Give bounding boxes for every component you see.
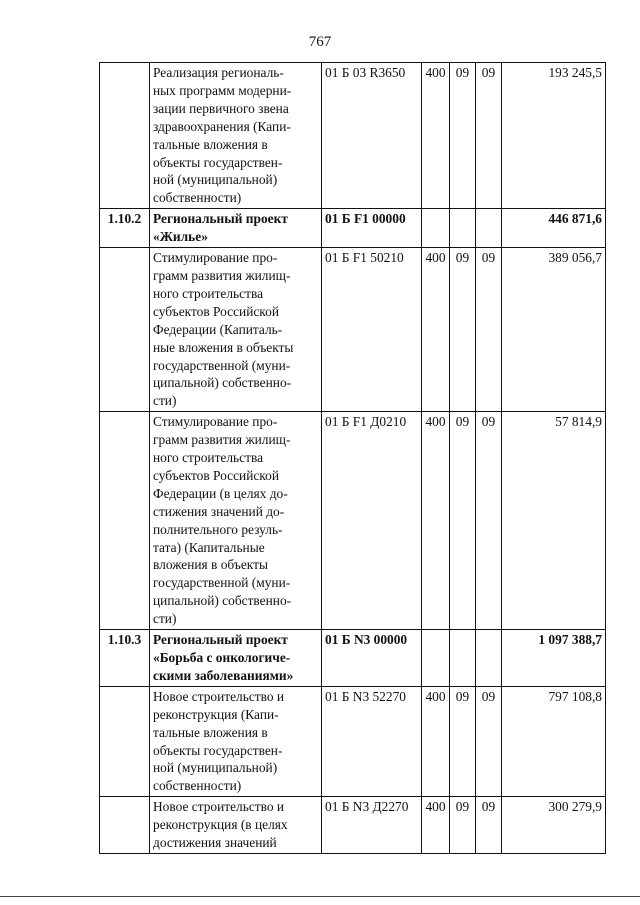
- row-description: Региональный проект «Жилье»: [150, 209, 322, 248]
- row-classification-code: 01 Б F1 50210: [322, 248, 422, 412]
- row-section: 09: [450, 412, 476, 630]
- row-expense-type: 400: [422, 797, 450, 854]
- row-section: 09: [450, 63, 476, 209]
- row-subsection: [476, 209, 502, 248]
- row-classification-code: 01 Б 03 R3650: [322, 63, 422, 209]
- row-section: [450, 630, 476, 687]
- row-amount: 446 871,6: [502, 209, 606, 248]
- row-number: [100, 63, 150, 209]
- row-number: [100, 412, 150, 630]
- row-subsection: 09: [476, 248, 502, 412]
- row-amount: 193 245,5: [502, 63, 606, 209]
- table-row: [100, 412, 606, 630]
- row-classification-code: 01 Б N3 52270: [322, 686, 422, 796]
- row-section: 09: [450, 248, 476, 412]
- row-section: 09: [450, 797, 476, 854]
- row-section: [450, 209, 476, 248]
- row-amount: 300 279,9: [502, 797, 606, 854]
- table-row: [100, 797, 606, 854]
- row-number: [100, 248, 150, 412]
- row-description: Новое строительство и реконструкция (в целях достижения значений: [150, 797, 322, 854]
- row-subsection: 09: [476, 797, 502, 854]
- row-amount: 1 097 388,7: [502, 630, 606, 687]
- row-description: Стимулирование про- грамм развития жилищ- ного строительства субъектов Российской Федерации (Капиталь- ные вложения в объекты государственной (муни- ципальной) собственно- сти): [150, 248, 322, 412]
- table-body: [100, 63, 606, 854]
- row-amount: 57 814,9: [502, 412, 606, 630]
- row-subsection: 09: [476, 686, 502, 796]
- table-row: [100, 686, 606, 796]
- row-amount: 389 056,7: [502, 248, 606, 412]
- table-row: [100, 248, 606, 412]
- row-amount: 797 108,8: [502, 686, 606, 796]
- row-description: Региональный проект «Борьба с онкологиче- скими заболеваниями»: [150, 630, 322, 687]
- row-expense-type: 400: [422, 63, 450, 209]
- row-subsection: 09: [476, 412, 502, 630]
- row-expense-type: 400: [422, 686, 450, 796]
- row-number: 1.10.3: [100, 630, 150, 687]
- row-description: Стимулирование про- грамм развития жилищ- ного строительства субъектов Российской Федерации (в целях до- стижения значений до- полнительного резуль- тата) (Капитальные вложения в объекты государственной (муни- ципальной) собственно- сти): [150, 412, 322, 630]
- row-classification-code: 01 Б N3 Д2270: [322, 797, 422, 854]
- page-number: 767: [308, 34, 332, 50]
- row-expense-type: [422, 630, 450, 687]
- row-description: Новое строительство и реконструкция (Капи- тальные вложения в объекты государствен- ной (муниципальной) собственности): [150, 686, 322, 796]
- table-row-heading: [100, 209, 606, 248]
- row-number: [100, 686, 150, 796]
- row-subsection: 09: [476, 63, 502, 209]
- row-expense-type: [422, 209, 450, 248]
- table-row: [100, 63, 606, 209]
- row-section: 09: [450, 686, 476, 796]
- table-row-heading: [100, 630, 606, 687]
- row-number: 1.10.2: [100, 209, 150, 248]
- row-classification-code: 01 Б F1 00000: [322, 209, 422, 248]
- row-subsection: [476, 630, 502, 687]
- row-expense-type: 400: [422, 248, 450, 412]
- row-number: [100, 797, 150, 854]
- row-classification-code: 01 Б F1 Д0210: [322, 412, 422, 630]
- row-expense-type: 400: [422, 412, 450, 630]
- budget-table: [99, 62, 606, 854]
- row-description: Реализация региональ- ных программ модерни- зации первичного звена здравоохранения (Капи- тальные вложения в объекты государствен- ной (муниципальной) собственности): [150, 63, 322, 209]
- row-classification-code: 01 Б N3 00000: [322, 630, 422, 687]
- page-bottom-rule: [0, 896, 640, 897]
